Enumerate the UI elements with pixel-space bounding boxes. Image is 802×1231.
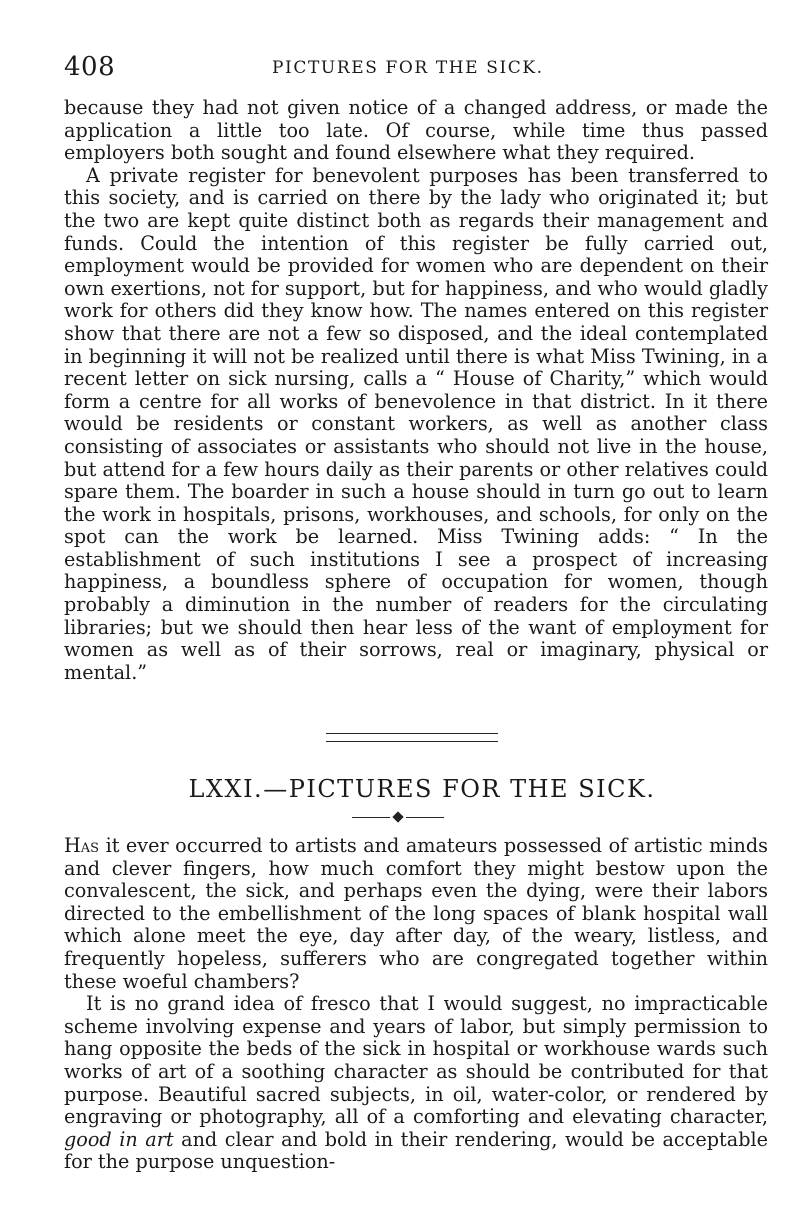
paragraph-suggestion-text-b: and clear and bold in their rendering, would be acceptable for the purpose unquestion- bbox=[64, 1127, 768, 1174]
drop-word: Has bbox=[64, 834, 100, 857]
paragraph-opening bbox=[64, 835, 768, 993]
running-head: PICTURES FOR THE SICK. bbox=[272, 58, 544, 78]
paragraph-opening-text: it ever occurred to artists and amateurs possessed of artistic minds and clever fingers, how much comfort they might bestow upon the convalescent, the sick, and perhaps even the dying, were their labors directed to the embellishment of the long spaces of blank hospital wall which alone meet the eye, day after day, of the weary, listless, and frequently hopeless, sufferers who are congregated together within these woeful chambers? bbox=[64, 834, 769, 993]
paragraph-suggestion bbox=[64, 993, 768, 1174]
section-divider-rule bbox=[326, 733, 498, 742]
chapter-title: LXXI.—PICTURES FOR THE SICK. bbox=[188, 775, 656, 803]
page-header bbox=[64, 52, 768, 82]
paragraph-suggestion-text-a: It is no grand idea of fresco that I would suggest, no impracticable scheme involving expense and years of labor, but simply permission to hang opposite the beds of the sick in hospital or workhouse wards such works of art of a soothing character as should be contributed for that purpose. Beautiful sacred subjects, in oil, water-color, or rendered by engraving or photography, all of a comforting and elevating character, bbox=[64, 992, 768, 1129]
paragraph-private-register: A private register for benevolent purposes has been transferred to this society, and is carried on there by the lady who originated it; but the two are kept quite distinct both as regards their management and funds. Could the intention of this register be fully carried out, employment would be provided for women who are dependent on their own exertions, not for support, but for happiness, and who would gladly work for others did they know how. The names entered on this register show that there are not a few so disposed, and the ideal contemplated in beginning it will not be realized until there is what Miss Twining, in a recent letter on sick nursing, calls a “ House of Charity,” which would form a centre for all works of benevolence in that district. In it there would be residents or constant workers, as well as another class consisting of associates or assistants who should not live in the house, but attend for a few hours daily as their parents or other relatives could spare them. The boarder in such a house should in turn go out to learn the work in hospitals, prisons, workhouses, and schools, for only on the spot can the work be learned. Miss Twining adds: “ In the establishment of such institutions I see a prospect of increasing happiness, a boundless sphere of occupation for women, though probably a diminution in the number of readers for the circulating libraries; but we should then hear less of the want of employment for women as well as of their sorrows, real or imaginary, physical or mental.” bbox=[64, 163, 768, 684]
page-number: 408 bbox=[64, 52, 116, 82]
italic-phrase: good in art bbox=[64, 1127, 174, 1151]
section-continued-text bbox=[64, 97, 768, 684]
chapter-body bbox=[64, 835, 768, 1174]
paragraph-continued: because they had not given notice of a changed address, or made the application a little too late. Of course, while time thus passed employers both sought and found elsewhere what they required. bbox=[64, 96, 768, 165]
title-ornament-icon bbox=[352, 812, 444, 824]
